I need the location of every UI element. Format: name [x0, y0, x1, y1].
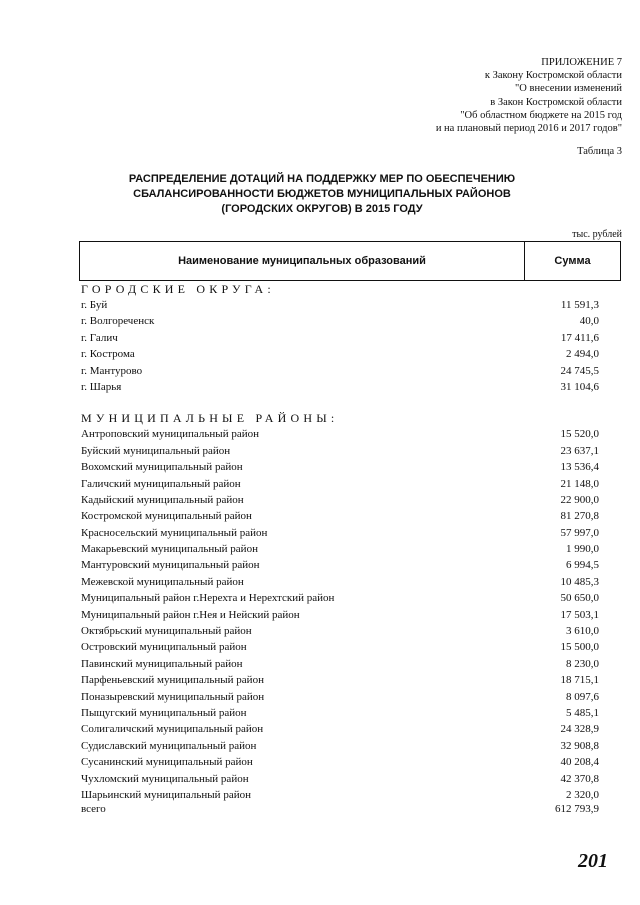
row-name: Галичский муниципальный район [81, 477, 241, 490]
row-value: 2 494,0 [566, 348, 599, 361]
row-name: Муниципальный район г.Нея и Нейский район [81, 608, 300, 621]
table-row [81, 541, 599, 557]
row-value: 8 097,6 [566, 690, 599, 703]
row-name: Межевской муниципальный район [81, 575, 244, 588]
table-header [79, 241, 621, 281]
row-value: 15 520,0 [560, 428, 599, 441]
row-value: 8 230,0 [566, 657, 599, 670]
table-row [81, 738, 599, 754]
row-name: Макарьевский муниципальный район [81, 543, 258, 556]
row-name: Вохомский муниципальный район [81, 461, 243, 474]
row-name: Парфеньевский муниципальный район [81, 674, 264, 687]
row-value: 22 900,0 [560, 493, 599, 506]
table-row [81, 705, 599, 721]
row-value: 23 637,1 [560, 444, 599, 457]
table-row [81, 508, 599, 524]
table-row [81, 771, 599, 787]
row-name: г. Галич [81, 331, 118, 344]
table-row [81, 459, 599, 475]
appendix-line: "Об областном бюджете на 2015 год [460, 109, 622, 121]
table-row [81, 754, 599, 770]
row-name: Муниципальный район г.Нерехта и Нерехтский район [81, 592, 335, 605]
table-row [81, 557, 599, 573]
table-row [81, 574, 599, 590]
table-row [81, 363, 599, 379]
table-row [81, 525, 599, 541]
row-value: 21 148,0 [560, 477, 599, 490]
table-row [81, 607, 599, 623]
table-row [81, 330, 599, 346]
row-value: 3 610,0 [566, 625, 599, 638]
row-value: 5 485,1 [566, 706, 599, 719]
total-value: 612 793,9 [555, 803, 599, 815]
row-value: 32 908,8 [560, 739, 599, 752]
table-row [81, 590, 599, 606]
table-row [81, 656, 599, 672]
row-name: Буйский муниципальный район [81, 444, 231, 457]
table-row [81, 623, 599, 639]
row-value: 10 485,3 [560, 575, 599, 588]
table-row [81, 639, 599, 655]
table-row [81, 492, 599, 508]
table-row [81, 313, 599, 329]
row-value: 11 591,3 [560, 299, 599, 311]
title-line: РАСПРЕДЕЛЕНИЕ ДОТАЦИЙ НА ПОДДЕРЖКУ МЕР ПО ОБЕСПЕЧЕНИЮ [128, 173, 516, 185]
row-name: г. Волгореченск [81, 315, 155, 328]
row-name: Мантуровский муниципальный район [81, 559, 260, 572]
row-name: Пыщугский муниципальный район [81, 706, 247, 719]
row-name: Костромской муниципальный район [81, 510, 252, 523]
row-value: 13 536,4 [560, 461, 599, 474]
title-line: СБАЛАНСИРОВАННОСТИ БЮДЖЕТОВ МУНИЦИПАЛЬНЫХ РАЙОНОВ [133, 188, 511, 200]
row-name: Павинский муниципальный район [81, 657, 243, 670]
row-name: Островский муниципальный район [81, 641, 247, 654]
row-value: 2 320,0 [566, 788, 599, 801]
row-value: 1 990,0 [566, 543, 599, 556]
appendix-line: в Закон Костромской области [490, 96, 622, 108]
table-body [81, 281, 599, 803]
page-number: 201 [578, 850, 608, 872]
table-row [81, 443, 599, 459]
header-sum-column: Сумма [554, 255, 591, 267]
row-value: 31 104,6 [560, 380, 599, 393]
table-label: Таблица 3 [577, 146, 622, 157]
row-value: 24 745,5 [560, 364, 599, 377]
row-value: 50 650,0 [560, 592, 599, 605]
table-row [81, 297, 599, 313]
row-name: Поназыревский муниципальный район [81, 690, 265, 703]
row-name: г. Кострома [81, 348, 135, 361]
document-title [100, 172, 544, 217]
row-value: 24 328,9 [560, 723, 599, 736]
unit-label: тыс. рублей [572, 229, 622, 240]
row-name: Красносельский муниципальный район [81, 526, 268, 539]
table-row [81, 426, 599, 442]
row-value: 17 411,6 [560, 331, 599, 344]
row-value: 6 994,5 [566, 559, 599, 572]
row-name: Сусанинский муниципальный район [81, 756, 253, 769]
row-name: г. Мантурово [81, 364, 143, 377]
section-title: МУНИЦИПАЛЬНЫЕ РАЙОНЫ: [81, 411, 339, 426]
table-row [81, 379, 599, 395]
table-row [81, 346, 599, 362]
row-name: Антроповский муниципальный район [81, 428, 259, 441]
appendix-line: и на плановый период 2016 и 2017 годов" [435, 123, 622, 135]
title-line: (ГОРОДСКИХ ОКРУГОВ) В 2015 ГОДУ [221, 203, 423, 215]
appendix-line: "О внесении изменений [515, 83, 622, 95]
row-name: г. Шарья [81, 380, 122, 393]
table-row [81, 672, 599, 688]
row-name: Октябрьский муниципальный район [81, 625, 252, 638]
row-value: 17 503,1 [560, 608, 599, 621]
row-value: 15 500,0 [560, 641, 599, 654]
table-row [81, 787, 599, 803]
row-value: 81 270,8 [560, 510, 599, 523]
appendix-line: к Закону Костромской области [484, 70, 622, 82]
appendix-block [436, 56, 622, 135]
row-name: Чухломский муниципальный район [81, 772, 249, 785]
table-row [81, 689, 599, 705]
row-name: Шарьинский муниципальный район [81, 788, 251, 801]
row-value: 18 715,1 [560, 674, 599, 687]
table-row [81, 721, 599, 737]
table-row [81, 476, 599, 492]
row-value: 40 208,4 [560, 756, 599, 769]
row-name: Кадыйский муниципальный район [81, 493, 244, 506]
total-label: всего [81, 803, 106, 815]
appendix-line: ПРИЛОЖЕНИЕ 7 [541, 57, 622, 68]
row-value: 42 370,8 [560, 772, 599, 785]
section-title: ГОРОДСКИЕ ОКРУГА: [81, 282, 275, 296]
total-row [81, 803, 599, 815]
row-name: г. Буй [81, 299, 108, 311]
row-name: Солигаличский муниципальный район [81, 723, 264, 736]
row-value: 40,0 [579, 315, 599, 328]
row-name: Судиславский муниципальный район [81, 739, 257, 752]
header-name-column: Наименование муниципальных образований [80, 242, 525, 280]
row-value: 57 997,0 [560, 526, 599, 539]
